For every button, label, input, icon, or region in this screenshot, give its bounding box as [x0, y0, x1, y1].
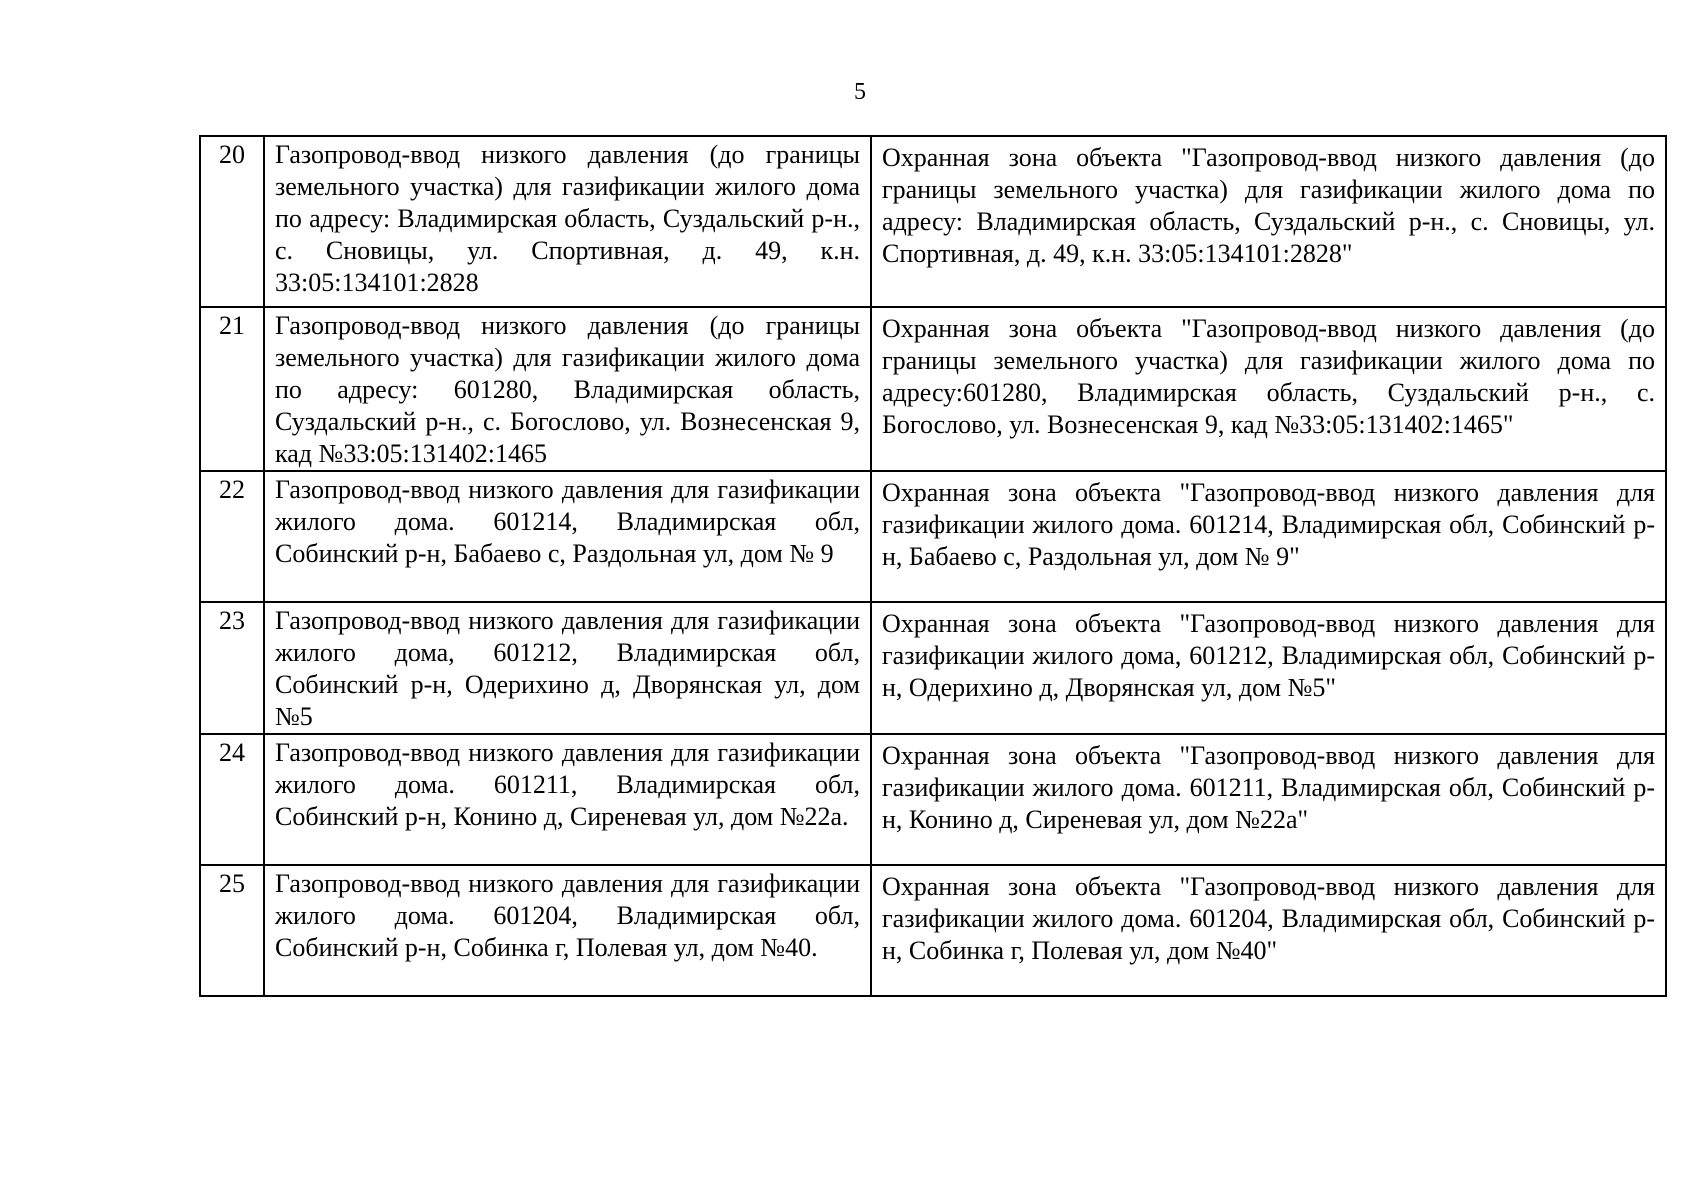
object-description: Газопровод-ввод низкого давления для газификации жилого дома, 601212, Владимирская обл, Собинский р-н, Одерихино д, Дворянская ул, дом №5	[264, 602, 871, 734]
row-number: 23	[200, 602, 264, 734]
object-description: Газопровод-ввод низкого давления (до границы земельного участка) для газификации жилого дома по адресу: 601280, Владимирская область, Суздальский р-н., с. Богослово, ул. Вознесенская 9, кад №33:05:131402:1465	[264, 307, 871, 471]
protection-zone-description: Охранная зона объекта "Газопровод-ввод низкого давления (до границы земельного участка) для газификации жилого дома по адресу: Владимирская область, Суздальский р-н., с. Сновицы, ул. Спортивная, д. 49, к.н. 33:05:134101:2828"	[871, 136, 1666, 307]
table-row	[200, 602, 1666, 734]
page-number: 5	[854, 79, 866, 105]
table-row	[200, 734, 1666, 865]
table-row	[200, 471, 1666, 602]
protection-zone-description: Охранная зона объекта "Газопровод-ввод низкого давления для газификации жилого дома. 601211, Владимирская обл, Собинский р-н, Конино д, Сиреневая ул, дом №22а"	[871, 734, 1666, 865]
object-description: Газопровод-ввод низкого давления для газификации жилого дома. 601214, Владимирская обл, Собинский р-н, Бабаево с, Раздольная ул, дом № 9	[264, 471, 871, 602]
table-row	[200, 865, 1666, 996]
row-number: 22	[200, 471, 264, 602]
registry-table	[199, 135, 1667, 997]
protection-zone-description: Охранная зона объекта "Газопровод-ввод низкого давления для газификации жилого дома. 601214, Владимирская обл, Собинский р-н, Бабаево с, Раздольная ул, дом № 9"	[871, 471, 1666, 602]
object-description: Газопровод-ввод низкого давления для газификации жилого дома. 601211, Владимирская обл, Собинский р-н, Конино д, Сиреневая ул, дом №22а.	[264, 734, 871, 865]
row-number: 20	[200, 136, 264, 307]
table-row	[200, 307, 1666, 471]
object-description: Газопровод-ввод низкого давления для газификации жилого дома. 601204, Владимирская обл, Собинский р-н, Собинка г, Полевая ул, дом №40.	[264, 865, 871, 996]
row-number: 24	[200, 734, 264, 865]
table-row	[200, 136, 1666, 307]
protection-zone-description: Охранная зона объекта "Газопровод-ввод низкого давления для газификации жилого дома, 601212, Владимирская обл, Собинский р-н, Одерихино д, Дворянская ул, дом №5"	[871, 602, 1666, 734]
object-description: Газопровод-ввод низкого давления (до границы земельного участка) для газификации жилого дома по адресу: Владимирская область, Суздальский р-н., с. Сновицы, ул. Спортивная, д. 49, к.н. 33:05:134101:2828	[264, 136, 871, 307]
row-number: 21	[200, 307, 264, 471]
protection-zone-description: Охранная зона объекта "Газопровод-ввод низкого давления (до границы земельного участка) для газификации жилого дома по адресу:601280, Владимирская область, Суздальский р-н., с. Богослово, ул. Вознесенская 9, кад №33:05:131402:1465"	[871, 307, 1666, 471]
row-number: 25	[200, 865, 264, 996]
protection-zone-description: Охранная зона объекта "Газопровод-ввод низкого давления для газификации жилого дома. 601204, Владимирская обл, Собинский р-н, Собинка г, Полевая ул, дом №40"	[871, 865, 1666, 996]
